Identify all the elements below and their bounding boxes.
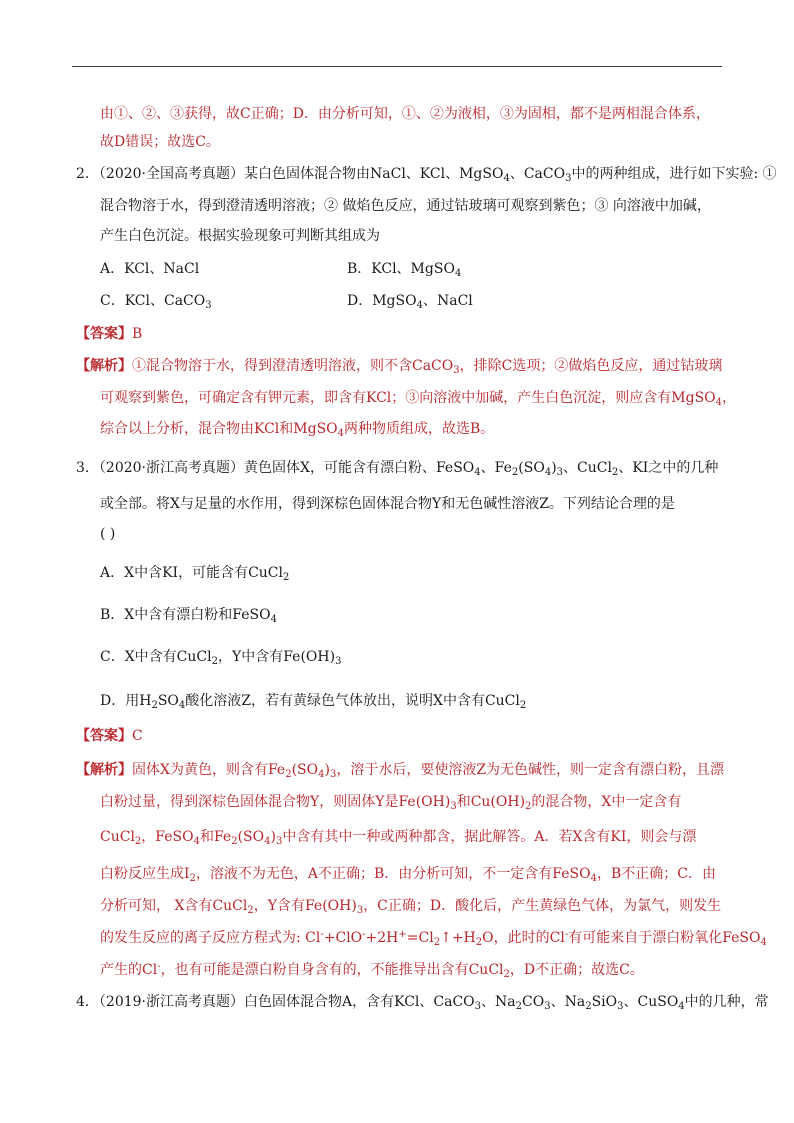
question-2-line-2: 混合物溶于水，得到澄清透明溶液；② 做焰色反应，通过钴玻璃可观察到紫色；③ 向溶液中加碱， <box>100 198 711 214</box>
question-3-answer: 【答案】C <box>76 728 143 744</box>
prev-explanation-line-2: 故D错误；故选C。 <box>100 134 220 150</box>
question-4-line-1: 4．（2019·浙江高考真题）白色固体混合物A，含有KCl、CaCO$_3$、$Na_2CO_3$、$Na_2SiO_3$、CuSO$_4$中的几种，常 <box>76 994 769 1012</box>
question-3-line-2: 或全部。将X与足量的水作用，得到深棕色固体混合物Y和无色碱性溶液Z。下列结论合理的是 <box>100 496 675 512</box>
question-2-explanation-line-3: 综合以上分析，混合物由KCl和MgSO$_4$两种物质组成，故选B。 <box>100 421 495 439</box>
question-3-explanation-line-4: 白粉反应生成$I_2$，溶液不为无色，A不正确；B．由分析可知，不一定含有FeSO$_4$，B不正确；C．由 <box>100 866 716 884</box>
question-2-source: （2020·全国高考真题） <box>98 166 245 182</box>
question-2-answer: 【答案】B <box>76 326 143 342</box>
question-4-number: 4． <box>76 994 99 1010</box>
question-3-option-d: D．用$H_2SO_4$酸化溶液Z，若有黄绿色气体放出，说明X中含有CuCl$_2$ <box>100 693 527 711</box>
question-2-explanation-line-2: 可观察到紫色，可确定含有钾元素，即含有KCl；③向溶液中加碱，产生白色沉淀，则应含有MgSO$_4$， <box>100 390 737 408</box>
question-3-explanation-line-3: CuCl$_2$，FeSO$_4$和$Fe_2(SO_4)_3$中含有其中一种或两种都含，据此解答。A．若X含有KI，则会与漂 <box>100 829 697 847</box>
question-3-line-3: ( ) <box>100 526 116 542</box>
prev-explanation-line-1: 由①、②、③获得，故C正确；D．由分析可知，①、②为液相，③为固相，都不是两相混合体系， <box>100 106 710 122</box>
question-3-explanation-line-5: 分析可知， X含有CuCl$_2$，Y含有$Fe(OH)_3$，C正确；D．酸化后，产生黄绿色气体，为氯气，则发生 <box>100 898 722 916</box>
question-2-option-c: C．KCl、CaCO$_3$ <box>100 293 212 311</box>
question-2-line-3: 产生白色沉淀。根据实验现象可判断其组成为 <box>100 228 380 244</box>
question-2-option-b: B．KCl、MgSO$_4$ <box>347 261 462 279</box>
question-3-number: 3． <box>76 460 99 476</box>
question-3-option-a: A．X中含KI，可能含有CuCl$_2$ <box>100 565 290 583</box>
question-3-line-1: 3．（2020·浙江高考真题）黄色固体X，可能含有漂白粉、FeSO$_4$、$Fe_2(SO_4)_3$、CuCl$_2$、KI之中的几种 <box>76 460 719 478</box>
question-3-option-c: C．X中含有CuCl$_2$，Y中含有$Fe(OH)_3$ <box>100 649 342 667</box>
question-3-explanation-line-6: 的发生反应的离子反应方程式为: $Cl^-+ClO^-+2H^+=Cl_2↑+H_2O$，此时的Cl-有可能来自于漂白粉氧化FeSO$_4$ <box>100 929 767 948</box>
question-2-explanation-line-1: 【解析】①混合物溶于水，得到澄清透明溶液，则不含CaCO$_3$，排除C选项；②做焰色反应，通过钴玻璃 <box>76 358 723 376</box>
question-3-explanation-line-1: 【解析】固体X为黄色，则含有$Fe_2(SO_4)_3$，溶于水后，要使溶液Z为无色碱性，则一定含有漂白粉，且漂 <box>76 762 725 780</box>
question-3-option-b: B．X中含有漂白粉和FeSO$_4$ <box>100 607 277 625</box>
header-rule <box>72 66 722 67</box>
question-2-number: 2． <box>76 166 99 182</box>
question-2-option-a: A．KCl、NaCl <box>100 261 200 277</box>
question-3-explanation-line-7: 产生的Cl-，也有可能是漂白粉自身含有的，不能推导出含有CuCl$_2$，D不正确；故选C。 <box>100 961 644 980</box>
question-3-explanation-line-2: 白粉过量，得到深棕色固体混合物Y，则固体Y是$Fe(OH)_3$和$Cu(OH)_2$的混合物，X中一定含有 <box>100 794 682 812</box>
question-2-option-d: D．MgSO$_4$、NaCl <box>347 293 473 311</box>
question-4-source: （2019·浙江高考真题） <box>98 994 245 1010</box>
question-2-line-1: 2．（2020·全国高考真题）某白色固体混合物由NaCl、KCl、MgSO$_4$、CaCO$_3$中的两种组成，进行如下实验: ① <box>76 166 777 184</box>
question-3-source: （2020·浙江高考真题） <box>98 460 245 476</box>
